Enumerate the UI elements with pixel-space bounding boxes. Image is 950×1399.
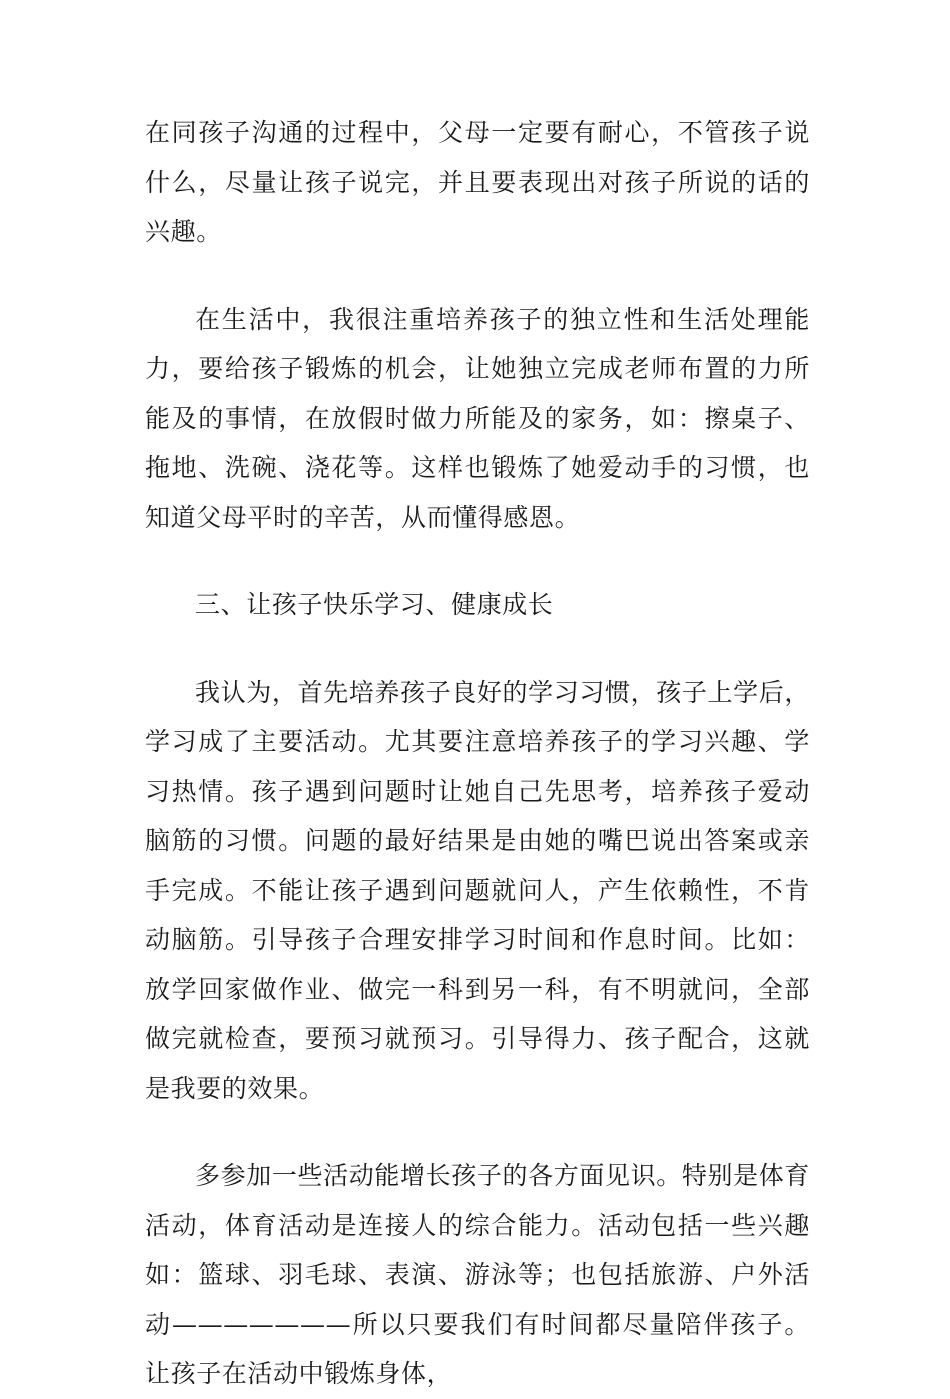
paragraph-study-habits: 我认为，首先培养孩子良好的学习习惯，孩子上学后，学习成了主要活动。尤其要注意培养孩子的学习兴趣、学习热情。孩子遇到问题时让她自己先思考，培养孩子爱动脑筋的习惯。问题的最好结果是由她的嘴巴说出答案或亲手完成。不能让孩子遇到问题就问人，产生依赖性，不肯动脑筋。引导孩子合理安排学习时间和作息时间。比如：放学回家做作业、做完一科到另一科，有不明就问，全部做完就检查，要预习就预习。引导得力、孩子配合，这就是我要的效果。	[145, 677, 810, 1103]
paragraph-activities: 多参加一些活动能增长孩子的各方面见识。特别是体育活动，体育活动是连接人的综合能力。活动包括一些兴趣如：篮球、羽毛球、表演、游泳等；也包括旅游、户外活动———————所以只要我们有时间都尽量陪伴孩子。让孩子在活动中锻炼身体，	[145, 1161, 810, 1388]
paragraph-independence: 在生活中，我很注重培养孩子的独立性和生活处理能力，要给孩子锻炼的机会，让她独立完成老师布置的力所能及的事情，在放假时做力所能及的家务，如：擦桌子、拖地、洗碗、浇花等。这样也锻炼了她爱动手的习惯，也知道父母平时的辛苦，从而懂得感恩。	[145, 304, 810, 532]
section-heading-happy-learning: 三、让孩子快乐学习、健康成长	[195, 590, 554, 619]
document-body	[145, 108, 810, 1399]
paragraph-communication: 在同孩子沟通的过程中，父母一定要有耐心，不管孩子说什么，尽量让孩子说完，并且要表现出对孩子所说的话的兴趣。	[145, 118, 810, 246]
